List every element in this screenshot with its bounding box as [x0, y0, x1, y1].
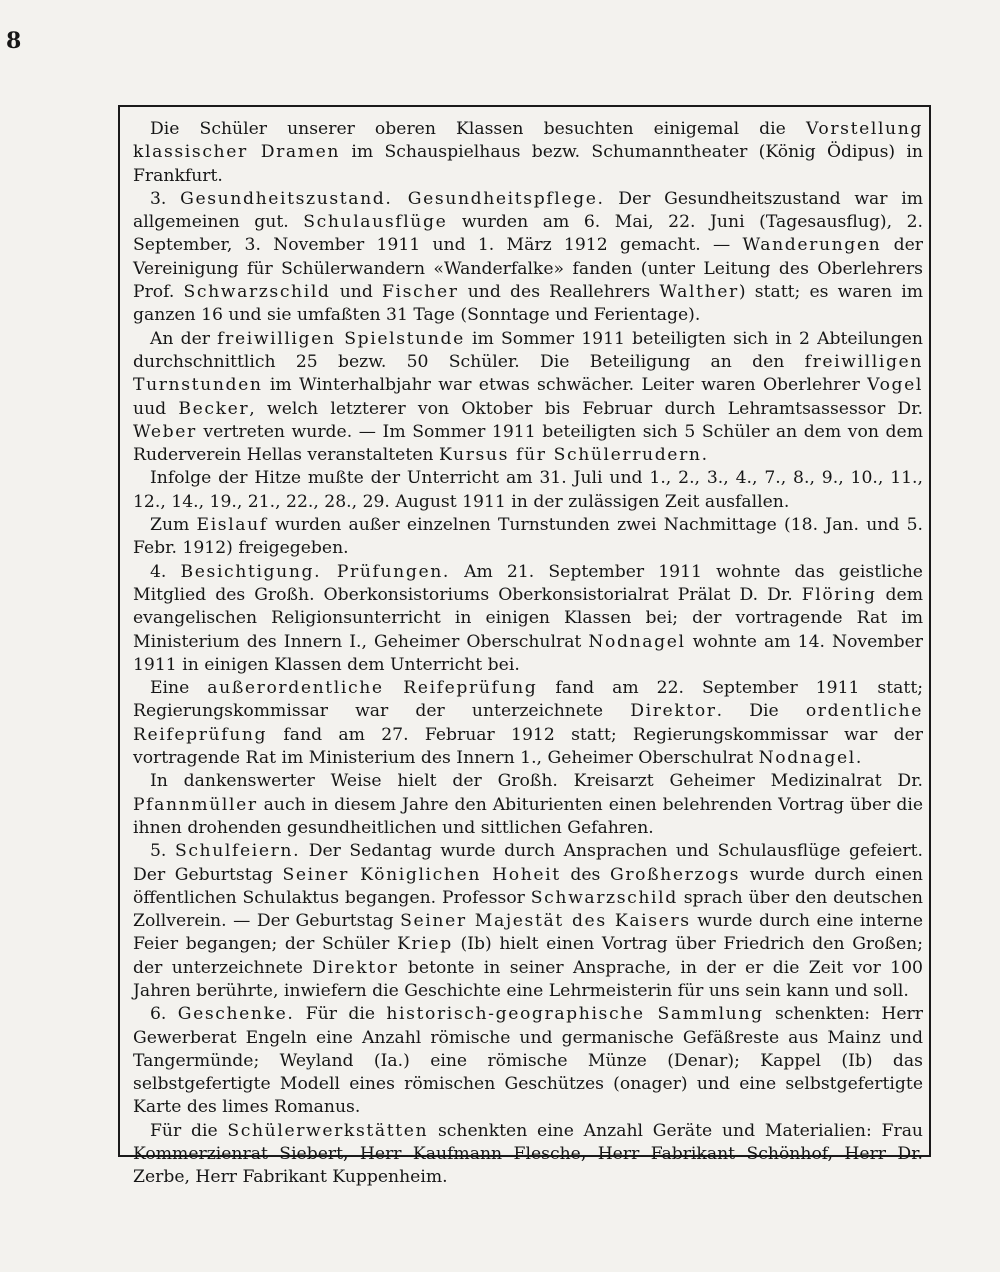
text-run: fand am 22. September 1911 statt; Regierungskommissar war der unterzeichnete [133, 678, 924, 722]
text-run: ) statt; es waren im ganzen 16 und sie umfaßten 31 Tage (Sonntage und Ferientage). [133, 282, 924, 326]
paragraph-10 [133, 1003, 923, 1119]
emphasized-text: freiwilligen Turnstunden [133, 351, 923, 396]
text-run: und des Reallehrers [458, 282, 660, 303]
text-run: im Sommer 1911 beteiligten sich in 2 Abteilungen durchschnittlich 25 bezw. 50 Schüler. Die Beteiligung an den [133, 328, 923, 372]
text-run: wurde durch eine interne Feier begangen; der Schüler [133, 911, 924, 955]
text-run: In dankenswerter Weise hielt der Großh. Kreisarzt Geheimer Medizinalrat Dr. [150, 771, 923, 792]
paragraph-2 [133, 188, 923, 328]
text-run: schenkten eine Anzahl Geräte und Materialien: Frau Kommerzienrat Siebert, Herr Kaufmann Flesche, Herr Fabrikant Schönhof, Herr Dr. Zerbe, Herr Fabrikant Kuppenheim. [133, 1120, 924, 1188]
text-run: Zum [150, 515, 197, 536]
text-run: 4. [150, 561, 181, 582]
emphasized-text: Direktor [630, 701, 717, 722]
emphasized-text: Vorstellung klassischer Dramen [133, 119, 923, 163]
text-run: Für die [150, 1120, 228, 1141]
text-run: vertreten wurde. — Im Sommer 1911 beteiligten sich 5 Schüler an dem von dem Ruderverein Hellas veranstalteten [133, 421, 923, 466]
text-run: 6. [150, 1004, 178, 1025]
text-run: sprach über den deutschen Zollverein. — Der Geburtstag [133, 887, 923, 932]
emphasized-text: Schwarzschild [530, 887, 678, 908]
text-run: Infolge der Hitze mußte der Unterricht am 31. Juli und 1., 2., 3., 4., 7., 8., 9., 10., 11., 12., 14., 19., 21., 22., 28., 29. August 1911 in der zulässigen Zeit ausfallen. [133, 468, 923, 512]
text-run: 3. [150, 188, 181, 209]
text-run: wohnte am 14. November 1911 in einigen Klassen dem Unterricht bei. [133, 631, 923, 675]
text-run: . [701, 445, 708, 466]
emphasized-text: Schulfeiern. [174, 841, 301, 862]
text-run: und [330, 282, 383, 303]
text-run: der Vereinigung für Schülerwandern «Wanderfalke» fanden (unter Leitung des Oberlehrers Prof. [133, 235, 924, 303]
emphasized-text: Fischer [382, 282, 459, 303]
text-run: , welch letzterer von Oktober bis Februar durch Lehramtsassessor Dr. [249, 398, 923, 419]
text-run: des [560, 864, 610, 885]
emphasized-text: Becker [178, 398, 250, 419]
paragraph-7 [133, 677, 923, 770]
emphasized-text: Pfannmüller [133, 794, 258, 815]
text-run: im Winterhalbjahr war etwas schwächer. Leiter waren Oberlehrer [262, 375, 868, 396]
paragraph-4 [133, 467, 923, 514]
text-run: Der Gesundheitszustand war im allgemeinen gut. [133, 188, 923, 233]
emphasized-text: freiwilligen Spielstunde [217, 328, 465, 349]
paragraph-1 [133, 118, 923, 188]
text-run: . [855, 748, 862, 769]
emphasized-text: Seiner Majestät des Kaisers [400, 911, 691, 932]
emphasized-text: ordentliche Reifeprüfung [133, 701, 924, 745]
paragraph-3 [133, 328, 923, 468]
text-run: 5. [150, 841, 175, 862]
text-run: wurden außer einzelnen Turnstunden zwei Nachmittage (18. Jan. und 5. Febr. 1912) freigegeben. [133, 515, 923, 559]
emphasized-text: Weber [133, 421, 197, 442]
text-run: Für die [294, 1004, 387, 1025]
emphasized-text: Direktor [312, 957, 399, 978]
text-run: Eine [150, 678, 208, 699]
text-run: Am 21. September 1911 wohnte das geistliche Mitglied des Großh. Oberkonsistoriums Oberkonsistorialrat Prälat D. Dr. [133, 561, 923, 605]
emphasized-text: Kriep [397, 934, 453, 955]
text-run: wurden am 6. Mai, 22. Juni (Tagesausflug), 2. September, 3. November 1911 und 1. März 1912 gemacht. — [133, 212, 924, 256]
emphasized-text: Seiner Königlichen Hoheit [282, 864, 561, 885]
emphasized-text: Gesundheitszustand. Gesundheitspflege. [180, 188, 605, 209]
text-run: An der [150, 328, 218, 349]
emphasized-text: Walther [659, 282, 739, 303]
text-run: dem evangelischen Religionsunterricht in einigen Klassen bei; der vortragende Rat im Ministerium des Innern I., Geheimer Oberschulrat [133, 584, 924, 652]
paragraph-6 [133, 561, 923, 677]
text-run: . Die [716, 701, 806, 722]
text-run: fand am 27. Februar 1912 statt; Regierungskommissar war der vortragende Rat im Ministerium des Innern 1., Geheimer Oberschulrat [133, 724, 923, 769]
emphasized-text: außerordentliche Reifeprüfung [207, 678, 538, 699]
emphasized-text: Wanderungen [742, 235, 882, 256]
paragraph-8 [133, 770, 923, 840]
text-run: im Schauspielhaus bezw. Schumanntheater (König Ödipus) in Frankfurt. [133, 142, 923, 186]
emphasized-text: Geschenke. [177, 1004, 295, 1025]
emphasized-text: Flöring [801, 584, 877, 605]
emphasized-text: Nodnagel [758, 748, 856, 769]
text-run: schenkten: Herr Gewerberat Engeln eine Anzahl römische und germanische Gefäßreste aus Mainz und Tangermünde; Weyland (Ia.) eine römische Münze (Denar); Kappel (Ib) das selbstgefertigte Modell eines römischen Geschützes (onager) und eine selbstgefertigte Karte des limes Romanus. [133, 1004, 923, 1118]
emphasized-text: Schwarzschild [183, 282, 331, 303]
page-number: 8 [6, 28, 22, 54]
emphasized-text: Schulausflüge [303, 212, 448, 233]
paragraph-11 [133, 1120, 923, 1190]
document-body [133, 118, 923, 1190]
emphasized-text: Vogel [867, 375, 923, 396]
emphasized-text: Schülerwerkstätten [227, 1120, 429, 1141]
emphasized-text: Kursus für Schülerrudern [438, 445, 702, 466]
emphasized-text: Nodnagel [588, 631, 686, 652]
paragraph-5 [133, 514, 923, 561]
emphasized-text: Besichtigung. Prüfungen. [180, 561, 450, 582]
text-run: Die Schüler unserer oberen Klassen besuchten einigemal die [150, 119, 806, 139]
text-run: Der Sedantag wurde durch Ansprachen und Schulausflüge gefeiert. Der Geburtstag [133, 841, 923, 885]
text-run: (Ib) hielt einen Vortrag über Friedrich den Großen; der unterzeichnete [133, 934, 923, 978]
text-run: auch in diesem Jahre den Abiturienten einen belehrenden Vortrag über die ihnen drohenden gesundheitlichen und sittlichen Gefahren. [133, 794, 923, 838]
emphasized-text: Großherzogs [609, 864, 741, 885]
emphasized-text: Eislauf [196, 515, 268, 536]
text-run: uud [133, 398, 179, 419]
paragraph-9 [133, 840, 923, 1003]
text-run: betonte in seiner Ansprache, in der er die Zeit vor 100 Jahren berührte, inwiefern die Geschichte eine Lehrmeisterin für uns sein kann und soll. [133, 957, 923, 1001]
emphasized-text: historisch-geographische Sammlung [386, 1004, 764, 1025]
text-run: wurde durch einen öffentlichen Schulaktus begangen. Professor [133, 864, 923, 908]
